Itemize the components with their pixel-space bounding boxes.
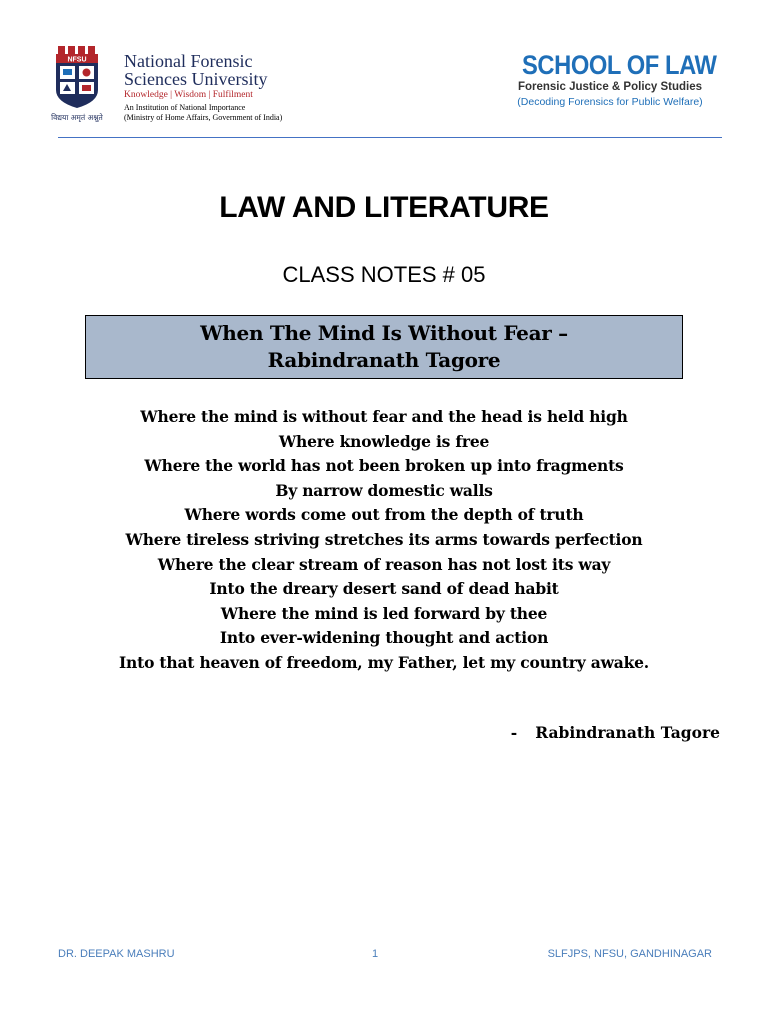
university-logo-block: [44, 44, 334, 126]
poem-title-line1: When The Mind Is Without Fear –: [200, 321, 568, 345]
poem-attribution: [511, 722, 720, 744]
poem-line: Where the mind is led forward by thee: [220, 603, 548, 623]
school-subtitle: Forensic Justice & Policy Studies: [517, 81, 703, 93]
emblem-motto: विद्यया अमृतं अश्नुते: [51, 113, 103, 122]
document-title: LAW AND LITERATURE: [219, 191, 549, 224]
university-name-line2: Sciences University: [124, 69, 268, 89]
university-ministry: (Ministry of Home Affairs, Government of India): [124, 113, 283, 122]
poem-title: [86, 320, 682, 374]
class-notes-number: CLASS NOTES # 05: [282, 262, 486, 287]
poem-line: Where the mind is without fear and the head is held high: [140, 407, 628, 426]
school-title: SCHOOL OF LAW: [522, 50, 717, 80]
poem-body: [0, 405, 768, 676]
poem-line: Into ever-widening thought and action: [219, 628, 549, 648]
page-header: [0, 0, 768, 140]
school-tagline: (Decoding Forensics for Public Welfare): [517, 96, 703, 108]
poem-title-line2: Rabindranath Tagore: [267, 348, 501, 372]
footer-page-number: 1: [372, 948, 379, 960]
footer-institution: SLFJPS, NFSU, GANDHINAGAR: [547, 948, 712, 960]
header-divider: [58, 137, 722, 138]
emblem-label: NFSU: [67, 56, 87, 64]
poem-line: Where the clear stream of reason has not lost its way: [157, 554, 611, 574]
poem-line: Where knowledge is free: [278, 431, 490, 451]
poem-title-box: [85, 315, 683, 379]
footer-author: DR. DEEPAK MASHRU: [58, 948, 175, 960]
poem-line: By narrow domestic walls: [275, 480, 493, 500]
university-tagline: Knowledge | Wisdom | Fulfilment: [124, 90, 253, 100]
poem-line: Where tireless striving stretches its arms towards perfection: [125, 529, 643, 549]
poem-line: Into that heaven of freedom, my Father, let my country awake.: [119, 652, 649, 672]
poem-line: Into the dreary desert sand of dead habit: [209, 579, 559, 599]
school-logo-block: [510, 50, 717, 109]
attribution-name: Rabindranath Tagore: [535, 723, 720, 742]
poem-line: Where words come out from the depth of truth: [184, 505, 584, 525]
university-name-line1: National Forensic: [124, 51, 253, 71]
nfsu-emblem-icon: [44, 44, 120, 124]
attribution-dash: -: [510, 723, 518, 742]
university-name: [124, 52, 267, 88]
university-status: An Institution of National Importance: [124, 103, 246, 112]
page-footer: [0, 948, 768, 966]
poem-line: Where the world has not been broken up into fragments: [144, 456, 624, 476]
